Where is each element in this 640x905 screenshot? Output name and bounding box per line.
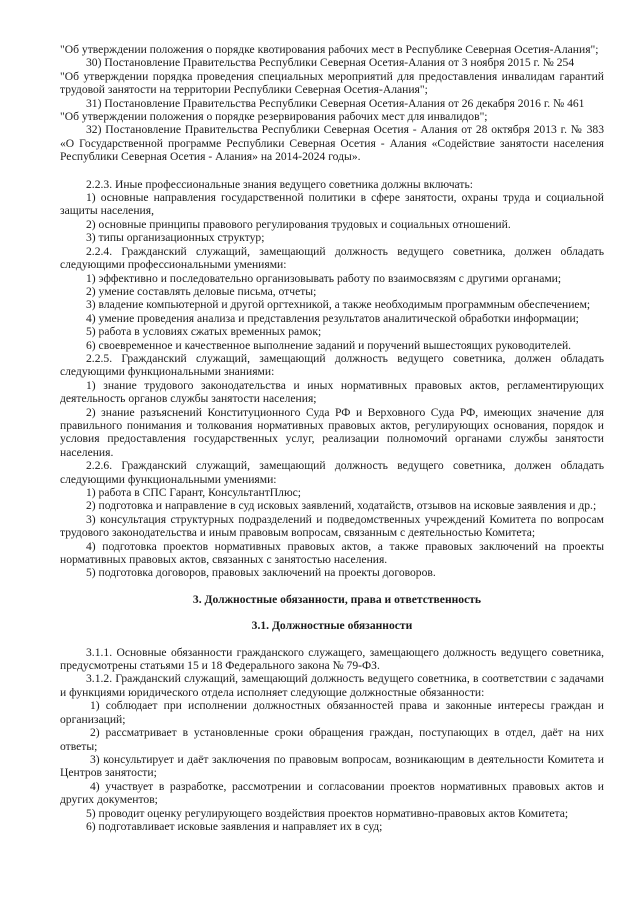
paragraph-item-32: 32) Постановление Правительства Республики Северная Осетия - Алания от 28 октября 2013 г. № 383 «О Государственной программе Республики Северная Осетия - Алания «Содействие занятости населения Республики Северная Осетия - Алания» на 2014-2024 годы».: [60, 123, 604, 164]
paragraph-3-1-2: 3.1.2. Гражданский служащий, замещающий должность ведущего советника, в соответствии с задачами и функциями юридического отдела исполняет следующие должностные обязанности:: [60, 672, 604, 699]
list-item: 5) подготовка договоров, правовых заключений на проекты договоров.: [86, 566, 436, 580]
list-item: 3) консультирует и даёт заключения по правовым вопросам, возникающим в деятельности Комитета и Центров занятости;: [60, 752, 604, 780]
subsection-heading: 3.1. Должностные обязанности: [251, 619, 413, 633]
list-item: 2) основные принципы правового регулирования трудовых и социальных отношений.: [86, 217, 511, 231]
list-item: 1) знание трудового законодательства и иных нормативных правовых актов, регламентирующих деятельность органов службы занятости населения;: [60, 378, 604, 406]
list-item: 4) участвует в разработке, рассмотрении и согласовании проектов нормативных правовых актов и других документов;: [60, 779, 604, 807]
paragraph-2-2-6: 2.2.6. Гражданский служащий, замещающий должность ведущего советника, должен обладать следующими функциональными умениями:: [60, 459, 604, 486]
list-item: 6) подготавливает исковые заявления и направляет их в суд;: [86, 819, 383, 833]
list-item: 4) подготовка проектов нормативных правовых актов, а также правовых заключений на проекты нормативных правовых актов, связанных с занятостью населения.: [60, 539, 604, 567]
paragraph-3-1-1: 3.1.1. Основные обязанности гражданского служащего, замещающего должность ведущего советника, предусмотрены статьями 15 и 18 Федерального закона № 79-ФЗ.: [60, 645, 604, 673]
list-item: 1) работа в СПС Гарант, КонсультантПлюс;: [86, 486, 301, 499]
paragraph-item-31: 31) Постановление Правительства Республики Северная Осетия-Алания от 26 декабря 2016 г. № 461: [86, 96, 585, 110]
list-item: 4) умение проведения анализа и представления результатов аналитической обработки информации;: [86, 311, 579, 325]
list-item: 1) основные направления государственной политики в сфере занятости, охраны труда и социальной защиты населения,: [60, 191, 604, 218]
list-item: 3) владение компьютерной и другой оргтехникой, а также необходимым программным обеспечением;: [86, 298, 591, 312]
paragraph-item-31-title: "Об утверждении положения о порядке резервирования рабочих мест для инвалидов";: [60, 110, 488, 124]
list-item: 1) эффективно и последовательно организовывать работу по взаимосвязям с другими органами;: [86, 271, 562, 285]
list-item: 1) соблюдает при исполнении должностных обязанностей права и законные интересы граждан и организаций;: [60, 699, 604, 726]
paragraph-quota-title: "Об утверждении положения о порядке квотирования рабочих мест в Республике Северная Осетия-Алания";: [60, 43, 599, 56]
paragraph-item-30-title: "Об утверждении порядка проведения специальных мероприятий для предоставления инвалидам гарантий трудовой занятости на территории Республики Северная Осетия-Алания";: [60, 69, 604, 97]
paragraph-2-2-4: 2.2.4. Гражданский служащий, замещающий должность ведущего советника, должен обладать следующими профессиональными умениями:: [60, 244, 604, 272]
list-item: 3) типы организационных структур;: [86, 231, 265, 245]
list-item: 2) умение составлять деловые письма, отчеты;: [86, 284, 317, 298]
list-item: 2) рассматривает в установленные сроки обращения граждан, поступающих в отдел, даёт на них ответы;: [60, 726, 604, 753]
list-item: 2) знание разъяснений Конституционного Суда РФ и Верховного Суда РФ, имеющих значение для правильного понимания и толкования нормативных правовых актов, регулирующих основания, порядок и условия предоставления государственных услуг, реализации полномочий органами службы занятости населения.: [60, 405, 604, 459]
list-item: 2) подготовка и направление в суд исковых заявлений, ходатайств, отзывов на исковые заявления и др.;: [86, 499, 597, 513]
paragraph-2-2-3: 2.2.3. Иные профессиональные знания ведущего советника должны включать:: [86, 177, 473, 191]
list-item: 6) своевременное и качественное выполнение заданий и поручений вышестоящих руководителей.: [86, 338, 572, 352]
list-item: 3) консультация структурных подразделений и подведомственных учреждений Комитета по вопросам трудового законодательства и иным правовым вопросам, связанным с деятельностью Комитета;: [60, 512, 604, 540]
section-heading: 3. Должностные обязанности, права и ответственность: [192, 592, 482, 606]
paragraph-2-2-5: 2.2.5. Гражданский служащий, замещающий должность ведущего советника, должен обладать следующими функциональными знаниями:: [60, 351, 604, 379]
list-item: 5) проводит оценку регулирующего воздействия проектов нормативно-правовых актов Комитета;: [86, 806, 569, 820]
paragraph-item-30: 30) Постановление Правительства Республики Северная Осетия-Алания от 3 ноября 2015 г. № 254: [86, 56, 575, 70]
list-item: 5) работа в условиях сжатых временных рамок;: [86, 325, 322, 339]
